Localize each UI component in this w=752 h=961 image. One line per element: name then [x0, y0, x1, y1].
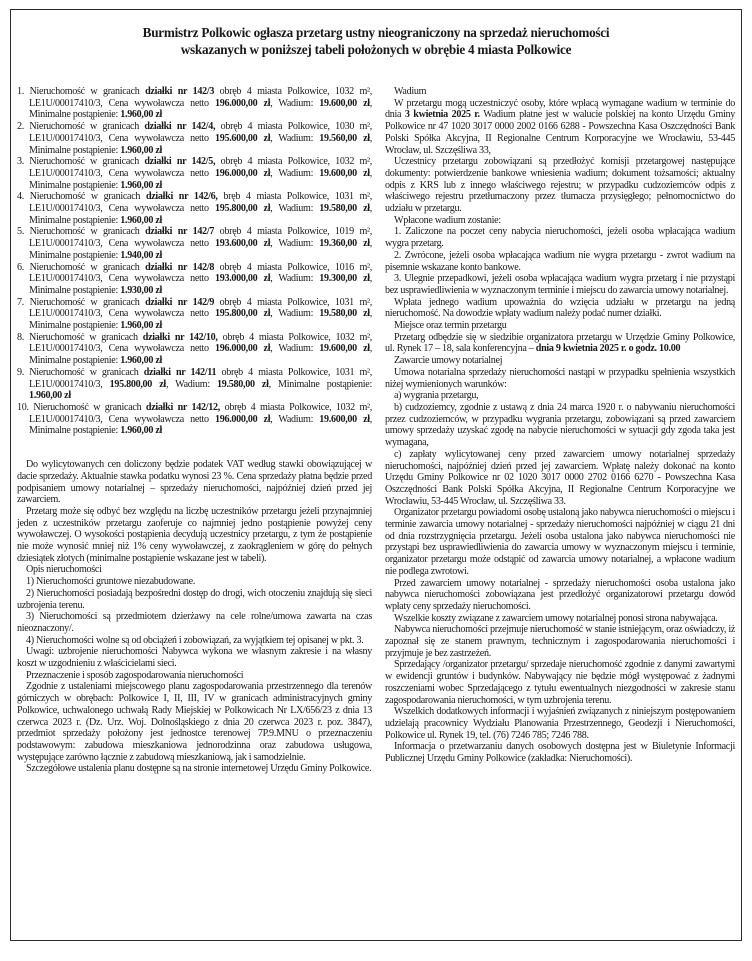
- property-plot: działki nr 142/7: [145, 226, 215, 238]
- wadium-rule-1: 1. Zaliczone na poczet ceny nabycia nieruchomości, jeżeli osoba wpłacająca wadium wygra przetarg.: [385, 226, 735, 250]
- property-min-pre: , Minimalne postąpienie:: [29, 97, 372, 121]
- property-min-pre: , Minimalne postąpienie:: [29, 343, 372, 367]
- property-min: 1.960,00 zł: [120, 109, 163, 121]
- property-num: 4.: [17, 191, 24, 203]
- property-num: 6.: [17, 261, 24, 273]
- property-price: 193.600,00 zł: [214, 238, 271, 250]
- property-plot: działki nr 142/9: [145, 296, 215, 308]
- wplata-paragraph: Wpłata jednego wadium upoważnia do wzięcia udziału w przetargu na jedną nieruchomość. Na dowodzie wpłaty wadium należy podać numer działki.: [385, 296, 735, 320]
- property-mid: obręb 4 miasta Polkowice, 1032 m², LE1U/00017410/3, Cena wywoławcza netto: [29, 331, 372, 355]
- opis-item-4: 4) Nieruchomości wolne są od obciążeń i zobowiązań, za wyjątkiem tej opisanej w pkt. 3.: [26, 634, 364, 646]
- property-mid: bręb 4 miasta Polkowice, 1031 m², LE1U/00017410/3, Cena wywoławcza netto: [29, 191, 372, 215]
- property-price: 195.800,00 zł: [109, 378, 166, 390]
- property-pre: Nieruchomość w granicach: [29, 261, 146, 273]
- property-num: 2.: [17, 121, 24, 133]
- przetarg-paragraph: Przetarg może się odbyć bez względu na liczbę uczestników przetargu jeżeli przynajmniej jeden z uczestników przetargu zaoferuje co najmniej jedno postąpienie powyżej ceny wywoławczej. O wysokości postąpienia decydują uczestnicy przetargu, z tym że postąpienie nie może wynosić mniej niż 1% ceny wywoławczej, z zaokrągleniem w górę do pełnych dziesiątek złotych (minimalne postąpienie wskazane jest w tabeli).: [17, 505, 372, 564]
- miejsce-paragraph: [385, 332, 735, 355]
- bip-paragraph: Informacja o przetwarzaniu danych osobowych dostępna jest w Biuletynie Informacji Publicznej Urzędu Gminy Polkowice (zakładka: Nieruchomości).: [385, 741, 735, 765]
- property-wad-pre: , Wadium:: [270, 167, 320, 179]
- property-min-pre: , Minimalne postąpienie:: [29, 273, 372, 296]
- umowa-paragraph: Umowa notarialna sprzedaży nieruchomości nastąpi w przypadku spełnienia wszystkich niżej wymienionych warunków:: [385, 366, 735, 390]
- property-wad-pre: , Wadium:: [270, 203, 320, 215]
- property-plot: działki nr 142/6,: [145, 191, 218, 203]
- miejsce-text: Przetarg odbędzie się w siedzibie organizatora przetargu w Urzędzie Gminy Polkowice, ul. Rynek 17 – 18, sala konferencyjna –: [385, 331, 735, 355]
- property-plot: działki nr 142/5,: [144, 156, 216, 168]
- property-item: [17, 156, 372, 191]
- property-min: 1.960,00 zł: [29, 390, 71, 402]
- opis-item-1: 1) Nieruchomości gruntowe niezabudowane.: [26, 576, 196, 588]
- wadium-rule-2: 2. Zwrócone, jeżeli osoba wpłacająca wadium nie wygra przetargu - zwrot wadium na pisemnie wskazane konto bankowe.: [385, 249, 735, 273]
- warunek-b: b) cudzoziemcy, zgodnie z ustawą z dnia 24 marca 1920 r. o nabywaniu nieruchomości przez cudzoziemców, w przypadku wygrania przetargu, zobowiązani są przed zawarciem umowy sprzedaży uzyskać zgodę na nabycie nieruchomości w sytuacji gdy zgoda taka jest wymagana,: [385, 401, 735, 449]
- wadium-text-2: Wadium płatne jest w walucie polskiej na konto Urzędu Gminy Polkowice nr 47 1020 3017 0000 2002 0166 6288 - Powszechna Kasa Oszczędności Bank Polski Spółka Akcyjna, II Regionalne Centrum Korporacyjne we Wrocławiu, 53-445 Wrocław, ul. Szczęśliwa 33,: [385, 109, 735, 156]
- property-pre: Nieruchomość w granicach: [29, 191, 146, 203]
- koszty-paragraph: Wszelkie koszty związane z zawarciem umowy notarialnej ponosi strona nabywająca.: [394, 612, 718, 624]
- property-mid: obręb 4 miasta Polkowice, 1030 m², LE1U/00017410/3, Cena wywoławcza netto: [29, 121, 373, 144]
- property-pre: Nieruchomość w granicach: [29, 121, 145, 133]
- property-wad-pre: , Wadium:: [270, 132, 320, 144]
- property-wad-pre: , Wadium:: [270, 413, 320, 425]
- property-list: [17, 86, 372, 437]
- property-plot: działki nr 142/8: [145, 261, 215, 273]
- property-item: [17, 226, 372, 261]
- left-column: [17, 86, 372, 775]
- announcement-header: [11, 10, 741, 58]
- property-wadium: 19.600,00 zł: [319, 97, 370, 109]
- property-wad-pre: , Wadium:: [270, 273, 320, 285]
- property-wadium: 19.360,00 zł: [319, 238, 370, 250]
- opis-title: Opis nieruchomości: [26, 564, 102, 576]
- property-item: [17, 262, 372, 297]
- wadium-text-1: W przetargu mogą uczestniczyć osoby, które wpłacą wymagane wadium w terminie do dnia: [385, 97, 735, 121]
- header-line-2: wskazanych w poniższej tabeli położonych w obrębie 4 miasta Polkowice: [180, 42, 572, 57]
- announcement-page: [10, 9, 742, 941]
- property-pre: Nieruchomość w granicach: [29, 226, 146, 238]
- property-plot: działki nr 142/4,: [144, 121, 216, 133]
- property-wadium: 19.600,00 zł: [319, 413, 370, 425]
- wadium-title: Wadium: [394, 86, 427, 97]
- szczegoly-paragraph: Szczegółowe ustalenia planu dostępne są na stronie internetowej Urzędu Gminy Polkowice.: [26, 763, 372, 775]
- uczestnicy-paragraph: Uczestnicy przetargu zobowiązani są przedłożyć komisji przetargowej następujące dokumenty: potwierdzenie bankowe wniesienia wadium; dokument tożsamości; aktualny odpis z KRS lub z innego właściwego rejestru; w przypadku cudzoziemców odpis z właściwego rejestru przetłumaczony przez tłumacza przysięgłego; pełnomocnictwo do udziału w przetargu.: [385, 156, 735, 215]
- property-wadium: 19.580,00 zł: [217, 378, 269, 390]
- property-wadium: 19.580,00 zł: [319, 203, 370, 215]
- property-num: 3.: [17, 156, 24, 168]
- header-line-1: Burmistrz Polkowic ogłasza przetarg ustny nieograniczony na sprzedaż nieruchomości: [142, 25, 610, 40]
- property-price: 196.000,00 zł: [214, 413, 271, 425]
- property-plot: działki nr 142/10,: [142, 331, 218, 343]
- property-item: [17, 332, 372, 367]
- property-price: 195.800,00 zł: [214, 308, 271, 320]
- property-price: 195.800,00 zł: [214, 203, 271, 215]
- property-mid: obręb 4 miasta Polkowice, 1019 m², LE1U/00017410/3, Cena wywoławcza netto: [29, 226, 372, 250]
- right-column: [385, 86, 735, 765]
- property-pre: Nieruchomość w granicach: [29, 296, 146, 308]
- przeznaczenie-paragraph: Zgodnie z ustaleniami miejscowego planu zagospodarowania przestrzennego dla terenów górniczych w obrębach: Polkowice I, II, III, IV w granicach administracyjnych gminy Polkowice, uchwalonego uchwałą Rady Miejskiej w Polkowicach Nr LX/656/23 z dnia 13 czerwca 2023 r. (Dz. Urz. Woj. Dolnośląskiego z dnia 20 czerwca 2023 r. poz. 3847), przedmiot sprzedaży położony jest jednostce terenowej 7P.9.MNU o przeznaczeniu podstawowym: zabudowa mieszkaniowa jednorodzinna oraz zabudowa usługowa, występujące zarówno łącznie z zabudową mieszkaniową, jak i samodzielnie.: [17, 681, 372, 763]
- property-num: 5.: [17, 226, 24, 238]
- property-min-pre: , Minimalne postąpienie:: [29, 203, 372, 226]
- property-pre: Nieruchomość w granicach: [28, 331, 143, 343]
- property-min: 1.960,00 zł: [120, 144, 163, 156]
- property-wad-pre: , Wadium:: [270, 308, 320, 320]
- warunek-a: a) wygrania przetargu,: [394, 390, 479, 402]
- property-num: 1.: [17, 86, 24, 97]
- property-num: 7.: [17, 296, 24, 308]
- property-wad-pre: , Wadium:: [270, 238, 320, 250]
- property-min: 1.960,00 zł: [120, 179, 163, 191]
- property-mid: obręb 4 miasta Polkowice, 1032 m², LE1U/00017410/3, Cena wywoławcza netto: [29, 86, 372, 109]
- property-wadium: 19.600,00 zł: [319, 167, 370, 179]
- property-min-pre: , Minimalne postąpienie:: [268, 378, 372, 390]
- property-plot: działki nr 142/3: [145, 86, 215, 97]
- property-min-pre: , Minimalne postąpienie:: [29, 238, 372, 261]
- property-min-pre: , Minimalne postąpienie:: [29, 308, 372, 332]
- property-price: 196.000,00 zł: [214, 343, 271, 355]
- property-plot: działki nr 142/12,: [145, 401, 220, 413]
- przed-paragraph: Przed zawarciem umowy notarialnej - sprzedaży nieruchomości osoba ustalona jako nabywca nieruchomości zobowiązana jest przedłożyć organizatorowi przetargu dowód wpłaty ceny sprzedaży nieruchomości.: [385, 577, 735, 612]
- property-price: 196.000,00 zł: [214, 167, 271, 179]
- warunek-c: c) zapłaty wylicytowanej ceny przed zawarciem umowy notarialnej sprzedaży nieruchomości, najpóźniej dzień przed jej zawarciem. Wpłatę należy dokonać na konto Urzędu Gminy Polkowice nr 02 1020 3017 0000 2702 0166 6270 - Powszechna Kasa Oszczędności Bank Polski Spółka Akcyjna, II Regionalne Centrum Korporacyjne we Wrocławiu, 53-445 Wrocław, ul. Szczęśliwa 33.: [385, 448, 735, 507]
- property-wad-pre: , Wadium:: [165, 378, 218, 390]
- property-price: 193.000,00 zł: [214, 273, 271, 285]
- miejsce-title: Miejsce oraz termin przetargu: [394, 320, 507, 332]
- property-item: [17, 367, 372, 402]
- property-mid: obręb 4 miasta Polkowice, 1032 m², LE1U/00017410/3, Cena wywoławcza netto: [29, 156, 373, 179]
- property-min-pre: , Minimalne postąpienie:: [29, 167, 372, 191]
- property-min-pre: , Minimalne postąpienie:: [29, 413, 372, 437]
- property-pre: Nieruchomość w granicach: [29, 86, 146, 97]
- property-price: 195.600,00 zł: [214, 132, 271, 144]
- property-wadium: 19.600,00 zł: [319, 343, 370, 355]
- nabywca-paragraph: Nabywca nieruchomości przejmuje nieruchomość w stanie istniejącym, oraz oświadczy, iż zapoznał się ze stanem prawnym, technicznym i zagospodarowania nieruchomości i przyjmuje je bez zastrzeżeń.: [385, 624, 735, 659]
- wadium-rule-3: 3. Ulegnie przepadkowi, jeżeli osoba wpłacająca wadium wygra przetarg i nie przystąpi bez usprawiedliwienia w wyznaczonym terminie i miejscu do zawarcia umowy notarialnej.: [385, 273, 735, 296]
- property-min: 1.960,00 zł: [120, 214, 163, 226]
- opis-item-3: 3) Nieruchomości są przedmiotem dzierżawy na cele rolne/umowa zawarta na czas nieoznaczony/.: [17, 611, 372, 634]
- property-mid: obręb 4 miasta Polkowice, 1031 m², LE1U/00017410/3,: [29, 366, 372, 390]
- property-wadium: 19.580,00 zł: [319, 308, 370, 320]
- property-min: 1.930,00 zł: [120, 284, 163, 296]
- property-pre: Nieruchomość w granicach: [29, 156, 145, 168]
- property-wad-pre: , Wadium:: [270, 343, 320, 355]
- wadium-paragraph: [385, 98, 735, 157]
- property-item: [17, 86, 372, 121]
- property-price: 196.000,00 zł: [214, 97, 271, 109]
- wplacone-title: Wpłacone wadium zostanie:: [394, 214, 501, 226]
- property-item: [17, 402, 372, 437]
- vat-paragraph: Do wylicytowanych cen doliczony będzie podatek VAT według stawki obowiązującej w dacie sprzedaży. Aktualnie stawka podatku wynosi 23 %. Cena sprzedaży płatna będzie przed podpisaniem umowy notarialnej – sprzedaży nieruchomości, najpóźniej dzień przed jej zawarciem.: [17, 459, 372, 506]
- organizator-paragraph: Organizator przetargu powiadomi osobę ustaloną jako nabywca nieruchomości o miejscu i terminie zawarcia umowy notarialnej - sprzedaży nieruchomości najpóźniej w ciągu 21 dni od dnia rozstrzygnięcia przetargu. Jeżeli osoba ustalona jako nabywca nieruchomości nie przystąpi bez usprawiedliwienia do zawarcia umowy w wyznaczonym miejscu i terminie, organizator przetargu może odstąpić od zawarcia umowy notarialnej, a wpłacone wadium nie podlega zwrotowi.: [385, 507, 735, 577]
- property-wadium: 19.560,00 zł: [319, 132, 370, 144]
- informacje-paragraph: Wszelkich dodatkowych informacji i wyjaśnień związanych z niniejszym postępowaniem udzielają pracownicy Wydziału Planowania Przestrzennego, Geodezji i Nieruchomości, Polkowice ul. Rynek 19, tel. (76) 7246 785; 7246 788.: [385, 706, 735, 741]
- property-pre: Nieruchomość w granicach: [29, 366, 144, 378]
- property-mid: obręb 4 miasta Polkowice, 1031 m², LE1U/00017410/3, Cena wywoławcza netto: [29, 296, 372, 320]
- property-item: [17, 121, 372, 156]
- uwagi-paragraph: Uwagi: uzbrojenie nieruchomości Nabywca wykona we własnym zakresie i na własny koszt w uzgodnieniu z właścicielami sieci.: [17, 646, 372, 670]
- property-item: [17, 297, 372, 332]
- property-wadium: 19.300,00 zł: [319, 273, 370, 285]
- property-min: 1.940,00 zł: [120, 249, 163, 261]
- przeznaczenie-title: Przeznaczenie i sposób zagospodarowania nieruchomości: [26, 669, 244, 681]
- property-item: [17, 191, 372, 226]
- property-pre: Nieruchomość w granicach: [33, 401, 146, 413]
- property-min: 1.960,00 zł: [120, 355, 163, 367]
- wadium-deadline: 3 kwietnia 2025 r.: [404, 109, 480, 121]
- property-mid: obręb 4 miasta Polkowice, 1032 m², LE1U/00017410/3, Cena wywoławcza netto: [29, 401, 372, 425]
- property-wad-pre: , Wadium:: [270, 97, 320, 109]
- sprzedajacy-paragraph: Sprzedający /organizator przetargu/ sprzedaje nieruchomość zgodnie z danymi zawartymi w ewidencji gruntów i budynków. Nabywający nie będzie mógł występować z żadnymi roszczeniami wobec Sprzedającego z tytułu ewentualnych niezgodności w zakresie stanu zagospodarowania nieruchomości, w tym uzbrojenia terenu.: [385, 659, 735, 706]
- property-plot: działki nr 142/11: [143, 366, 217, 378]
- property-min-pre: , Minimalne postąpienie:: [29, 132, 372, 156]
- zawarcie-title: Zawarcie umowy notarialnej: [394, 355, 503, 367]
- auction-date: dnia 9 kwietnia 2025 r. o godz. 10.00: [535, 343, 681, 355]
- property-num: 9.: [17, 366, 24, 378]
- property-mid: obręb 4 miasta Polkowice, 1016 m², LE1U/00017410/3, Cena wywoławcza netto: [29, 261, 372, 285]
- opis-item-2: 2) Nieruchomości posiadają bezpośredni dostęp do drogi, wich otoczeniu znajdują się sieci uzbrojenia terenu.: [17, 587, 372, 611]
- property-num: 10.: [17, 401, 29, 413]
- property-num: 8.: [17, 331, 24, 343]
- property-min: 1.960,00 zł: [120, 320, 163, 332]
- property-min: 1.960,00 zł: [120, 425, 163, 437]
